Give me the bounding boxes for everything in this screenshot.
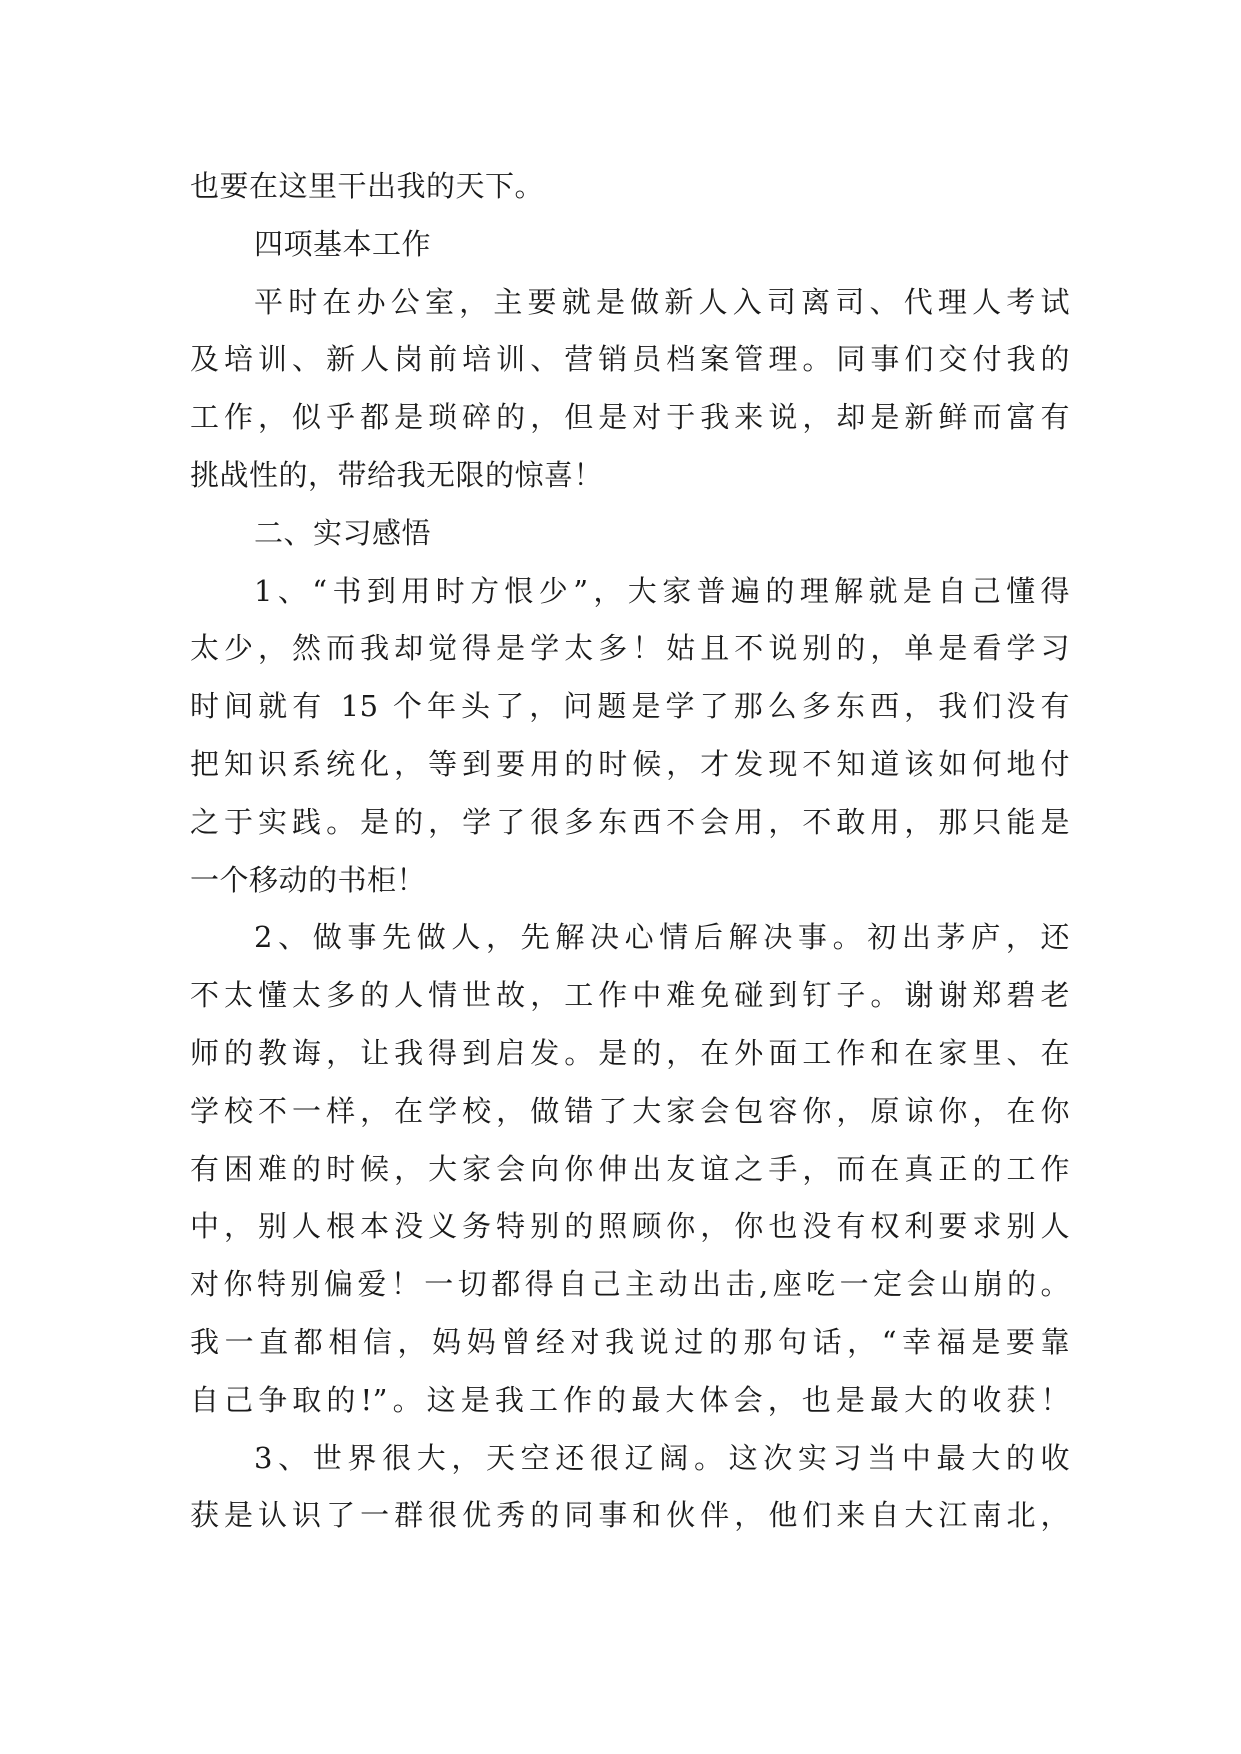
text-line: 师的教诲，让我得到启发。是的，在外面工作和在家里、在 [190, 1035, 1070, 1070]
text-line: 也要在这里干出我的天下。 [190, 169, 545, 203]
text-line: 3、世界很大，天空还很辽阔。这次实习当中最大的收 [254, 1440, 1070, 1475]
text-line: 挑战性的，带给我无限的惊喜！ [190, 457, 604, 492]
text-line: 中，别人根本没义务特别的照顾你，你也没有权利要求别人 [190, 1209, 1070, 1244]
text-line: 1、“书到用时方恨少”，大家普遍的理解就是自己懂得 [254, 573, 1070, 608]
text-line: 时间就有 15 个年头了，问题是学了那么多东西，我们没有 [190, 689, 1070, 724]
text-line: 平时在办公室，主要就是做新人入司离司、代理人考试 [254, 284, 1070, 319]
text-line: 不太懂太多的人情世故，工作中难免碰到钉子。谢谢郑碧老 [190, 978, 1070, 1013]
text-line: 有困难的时候，大家会向你伸出友谊之手，而在真正的工作 [190, 1151, 1070, 1186]
text-line: 我一直都相信，妈妈曾经对我说过的那句话，“幸福是要靠 [190, 1324, 1070, 1359]
text-line: 2、做事先做人，先解决心情后解决事。初出茅庐，还 [254, 920, 1070, 955]
text-line: 获是认识了一群很优秀的同事和伙伴，他们来自大江南北， [190, 1498, 1070, 1533]
text-line: 把知识系统化，等到要用的时候，才发现不知道该如何地付 [190, 746, 1070, 781]
text-line: 一个移动的书柜！ [190, 862, 427, 897]
text-line: 及培训、新人岗前培训、营销员档案管理。同事们交付我的 [190, 342, 1070, 377]
text-line: 自己争取的!”。这是我工作的最大体会，也是最大的收获！ [190, 1382, 1070, 1417]
text-line: 工作，似乎都是琐碎的，但是对于我来说，却是新鲜而富有 [190, 400, 1070, 435]
text-line: 太少，然而我却觉得是学太多！姑且不说别的，单是看学习 [190, 631, 1070, 666]
text-line: 二、实习感悟 [254, 515, 432, 550]
document-body [190, 158, 1070, 1545]
text-line: 之于实践。是的，学了很多东西不会用，不敢用，那只能是 [190, 804, 1070, 839]
text-line: 对你特别偏爱！一切都得自己主动出击,座吃一定会山崩的。 [190, 1267, 1070, 1302]
text-line: 四项基本工作 [254, 226, 432, 261]
text-line: 学校不一样，在学校，做错了大家会包容你，原谅你，在你 [190, 1093, 1070, 1128]
